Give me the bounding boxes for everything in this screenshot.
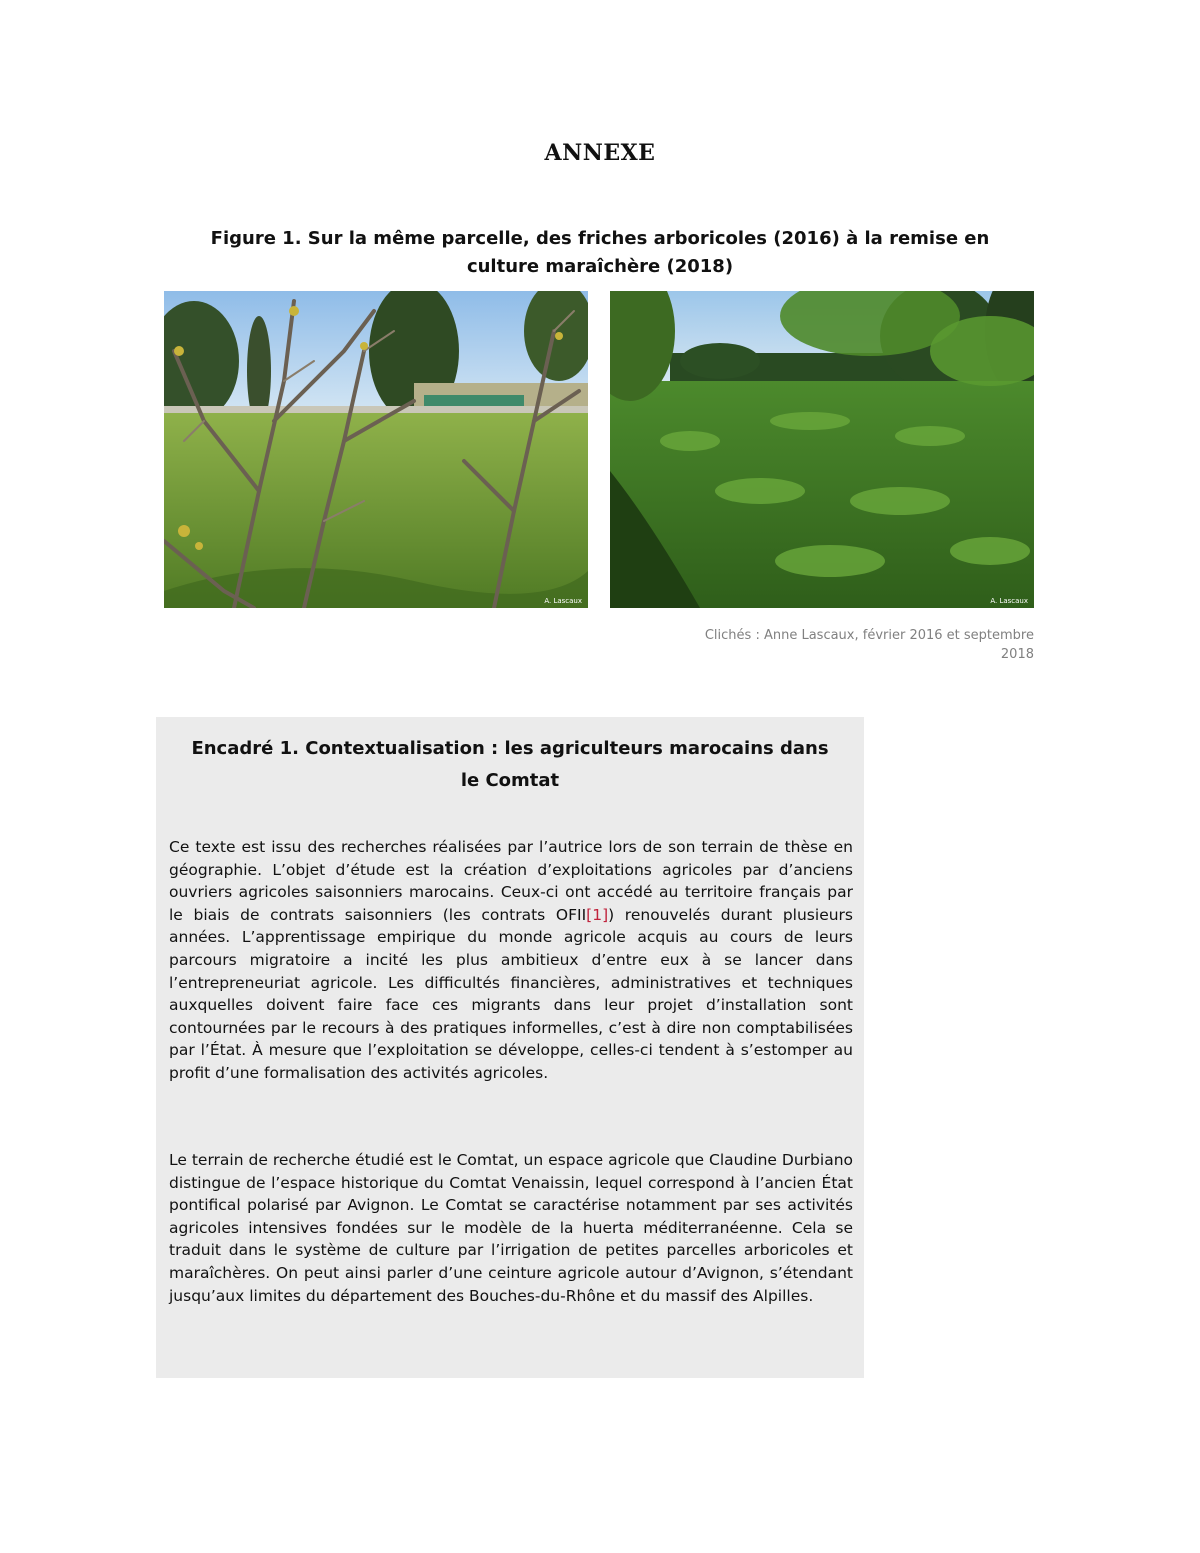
photo-credit-line-1: Clichés : Anne Lascaux, février 2016 et septembre [704,628,1034,643]
annexe-title: ANNEXE [544,140,656,166]
paragraph-1-text-a: Ce texte est issu des recherches réalisées par l’autrice lors de son terrain de thèse en géographie. L’objet d’étude est la création d’exploitations agricoles par d’anciens ouvriers agricoles saisonniers marocains. Ceux-ci ont accédé au territoire français par le biais de contrats saisonniers (les contrats OFII [169,838,853,924]
footnote-reference-link[interactable]: [1] [586,905,609,924]
encadre-title [156,733,864,797]
photo-vegetable-crop-2018 [610,291,1034,608]
encadre-title-line-1: Encadré 1. Contextualisation : les agriculteurs marocains dans [191,738,829,759]
figure-caption [150,225,1050,281]
photo-orchard-fallow-2016 [164,291,588,608]
photo-right-watermark: A. Lascaux [990,597,1028,605]
photo-credit [600,626,1034,664]
photo-credit-line-2: 2018 [1000,647,1034,662]
encadre-paragraph-2: Le terrain de recherche étudié est le Comtat, un espace agricole que Claudine Durbiano distingue de l’espace historique du Comtat Venaissin, lequel correspond à l’ancien État pontifical polarisé par Avignon. Le Comtat se caractérise notamment par ses activités agricoles intensives fondées sur le modèle de la huerta méditerranéenne. Cela se traduit dans le système de culture par l’irrigation de petites parcelles arboricoles et maraîchères. On peut ainsi parler d’une ceinture agricole autour d’Avignon, s’étendant jusqu’aux limites du département des Bouches-du-Rhône et du massif des Alpilles. [169,1151,853,1305]
encadre-paragraph-1 [169,836,853,1085]
paragraph-1-text-b: ) renouvelés durant plusieurs années. L’apprentissage empirique du monde agricole acquis au cours de leurs parcours migratoire a incité les plus ambitieux d’entre eux à se lancer dans l’entrepreneuriat agricole. Les difficultés financières, administratives et techniques auxquelles doivent faire face ces migrants dans leur projet d’installation sont contournées par le recours à des pratiques informelles, c’est à dire non comptabilisées par l’État. À mesure que l’exploitation se développe, celles-ci tendent à s’estomper au profit d’une formalisation des activités agricoles. [169,905,853,1082]
encadre-title-line-2: le Comtat [460,770,560,791]
figure-caption-line-1: Figure 1. Sur la même parcelle, des friches arboricoles (2016) à la remise en [210,228,990,249]
figure-caption-line-2: culture maraîchère (2018) [466,256,734,277]
photo-left-watermark: A. Lascaux [544,597,582,605]
